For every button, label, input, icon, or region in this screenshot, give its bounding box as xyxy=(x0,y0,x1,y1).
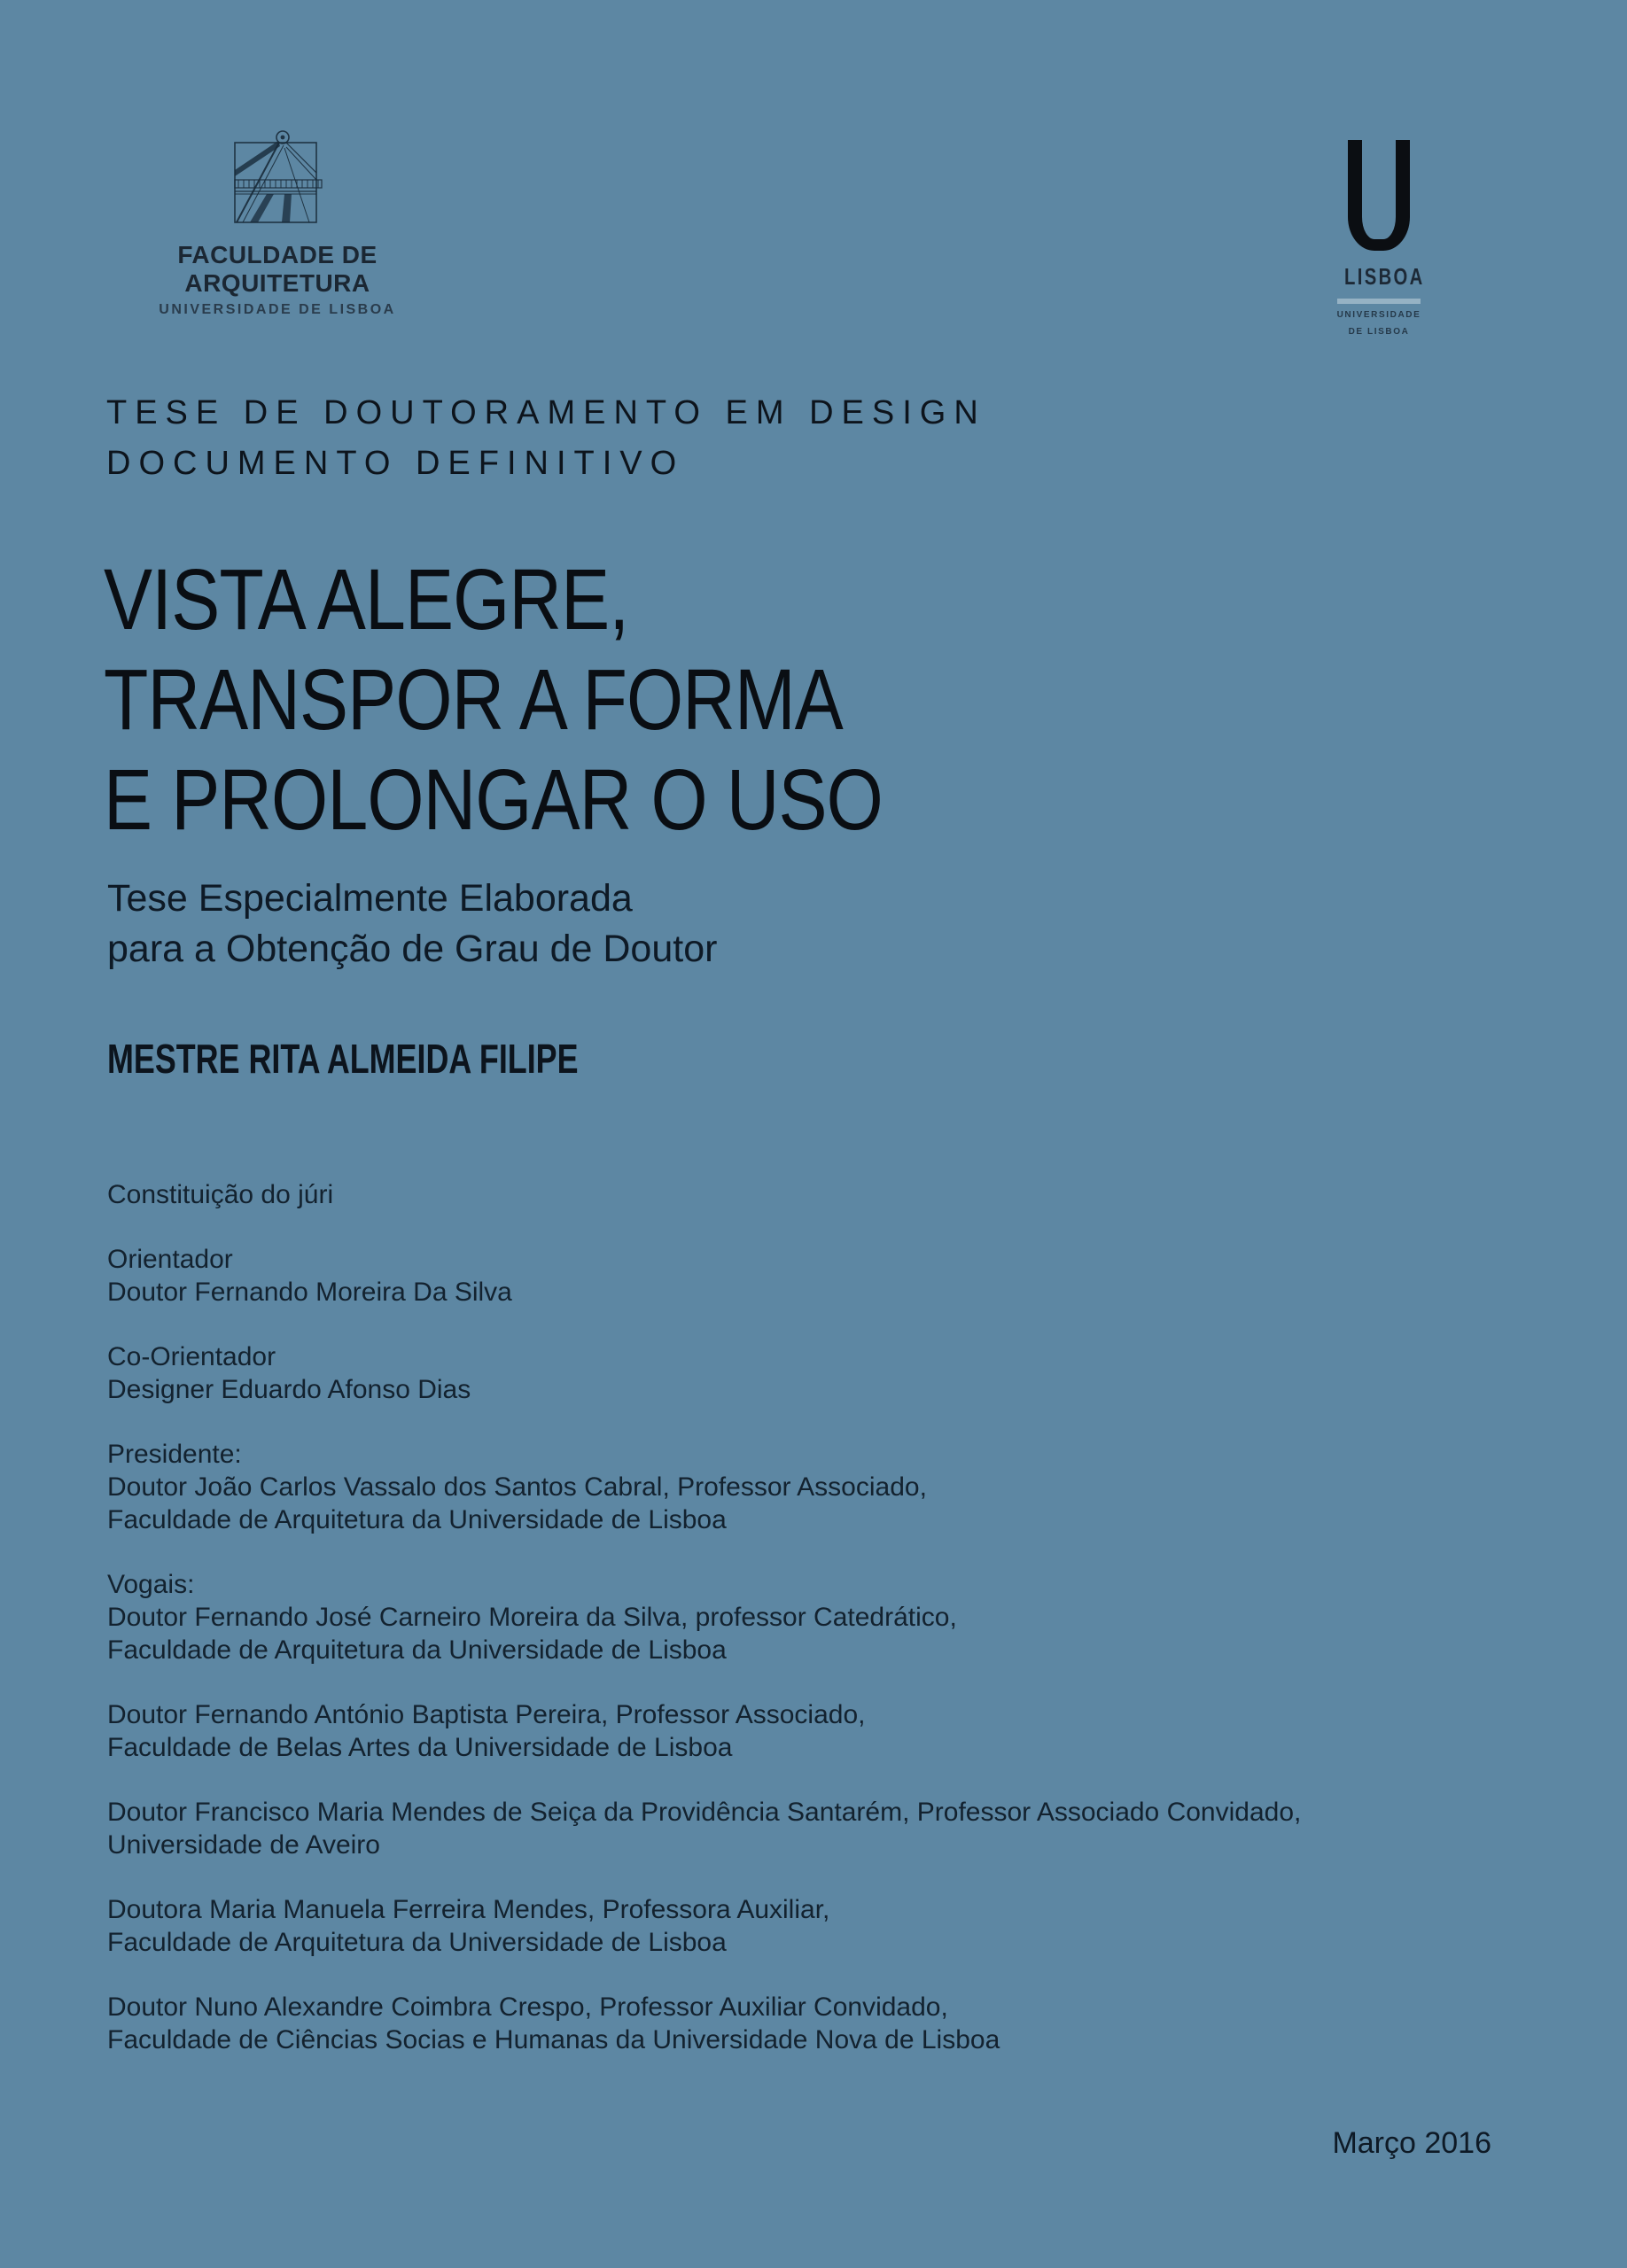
jury-section xyxy=(107,1178,1301,2056)
publication-date: Março 2016 xyxy=(1332,2126,1491,2160)
faculdade-arquitetura-logo xyxy=(108,129,447,318)
fa-logo-university: UNIVERSIDADE DE LISBOA xyxy=(159,302,396,317)
jury-entry-vogal-2 xyxy=(107,1698,1301,1764)
thesis-subtitle-line1: Tese Especialmente Elaborada xyxy=(107,877,633,920)
jury-entry-vogal-5 xyxy=(107,1991,1301,2056)
jury-line: Universidade de Aveiro xyxy=(107,1830,380,1860)
title-line2: TRANSPOR A FORMA xyxy=(104,651,843,748)
ulisboa-small-line2: DE LISBOA xyxy=(1348,327,1410,337)
thesis-subtitle-line2: para a Obtenção de Grau de Doutor xyxy=(107,928,718,970)
ulisboa-wordmark: LISBOA xyxy=(1344,263,1425,290)
jury-entry-co-orientador xyxy=(107,1340,1301,1406)
jury-line: Vogais: xyxy=(107,1570,195,1599)
jury-line: Faculdade de Ciências Socias e Humanas da Universidade Nova de Lisboa xyxy=(107,2025,1000,2054)
jury-line: Doutor Francisco Maria Mendes de Seiça da Providência Santarém, Professor Associado Convidado, xyxy=(107,1798,1302,1827)
jury-line: Doutor Nuno Alexandre Coimbra Crespo, Professor Auxiliar Convidado, xyxy=(107,1992,948,2022)
jury-line: Doutor João Carlos Vassalo dos Santos Cabral, Professor Associado, xyxy=(107,1472,927,1502)
jury-entry-vogal-4 xyxy=(107,1893,1301,1959)
jury-line: Doutora Maria Manuela Ferreira Mendes, Professora Auxiliar, xyxy=(107,1895,830,1924)
jury-entry-vogal-3 xyxy=(107,1796,1301,1861)
page-title xyxy=(104,549,883,850)
jury-line: Doutor Fernando José Carneiro Moreira da Silva, professor Catedrático, xyxy=(107,1603,957,1632)
jury-line: Designer Eduardo Afonso Dias xyxy=(107,1375,471,1404)
jury-line: Doutor Fernando António Baptista Pereira, Professor Associado, xyxy=(107,1700,866,1729)
title-line3: E PROLONGAR O USO xyxy=(104,751,883,848)
document-kind-line2: DOCUMENTO DEFINITIVO xyxy=(106,445,685,482)
ulisboa-logo xyxy=(1335,140,1423,338)
fa-logo-name: FACULDADE DE ARQUITETURA xyxy=(177,241,378,297)
jury-line: Co-Orientador xyxy=(107,1342,276,1371)
jury-line: Faculdade de Arquitetura da Universidade de Lisboa xyxy=(107,1635,727,1665)
ulisboa-small-line1: UNIVERSIDADE xyxy=(1336,310,1421,320)
fa-gaiola-drawing-icon xyxy=(231,129,323,229)
document-kind-line1: TESE DE DOUTORAMENTO EM DESIGN xyxy=(106,394,986,431)
jury-entry-presidente xyxy=(107,1438,1301,1536)
jury-line: Faculdade de Arquitetura da Universidade de Lisboa xyxy=(107,1505,727,1534)
title-line1: VISTA ALEGRE, xyxy=(104,551,629,648)
thesis-subtitle xyxy=(107,874,717,975)
jury-line: Faculdade de Arquitetura da Universidade de Lisboa xyxy=(107,1928,727,1957)
jury-entry-orientador xyxy=(107,1243,1301,1309)
jury-line: Presidente: xyxy=(107,1440,242,1469)
jury-heading: Constituição do júri xyxy=(107,1180,334,1209)
document-kind xyxy=(106,388,986,489)
jury-line: Faculdade de Belas Artes da Universidade de Lisboa xyxy=(107,1733,733,1762)
jury-entry-vogal-1 xyxy=(107,1568,1301,1666)
jury-line: Orientador xyxy=(107,1245,233,1274)
ulisboa-u-icon xyxy=(1348,140,1410,251)
ulisboa-divider xyxy=(1337,299,1421,304)
jury-line: Doutor Fernando Moreira Da Silva xyxy=(107,1278,512,1307)
author-name: MESTRE RITA ALMEIDA FILIPE xyxy=(107,1036,579,1082)
